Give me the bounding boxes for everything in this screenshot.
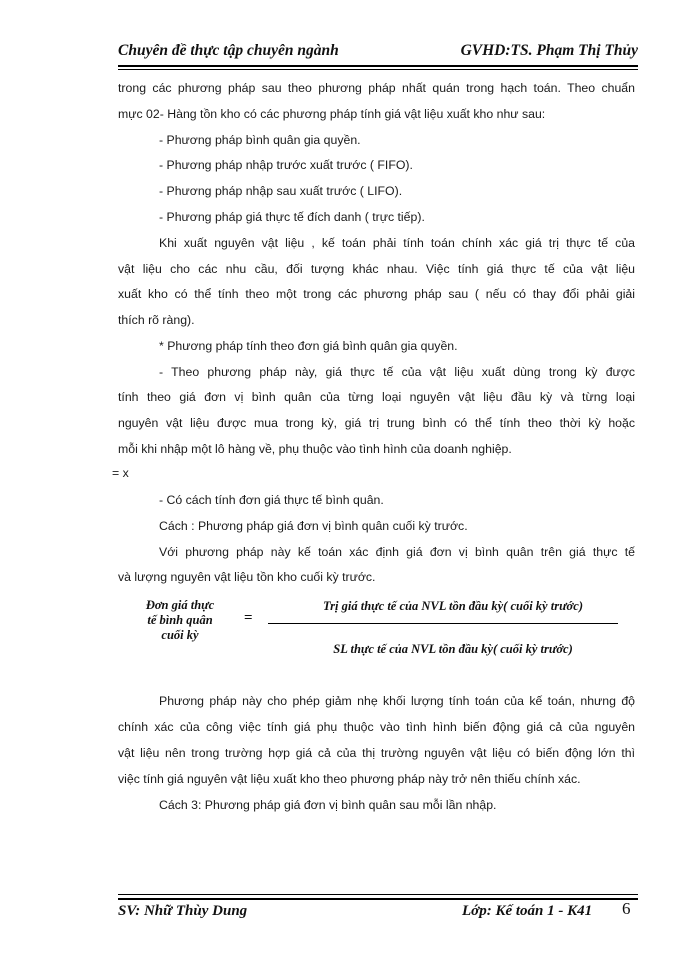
header-advisor: GVHD:TS. Phạm Thị Thủy — [460, 42, 638, 59]
body-line: và lượng nguyên vật liệu tồn kho cuối kỳ trước. — [118, 570, 376, 584]
formula-equals: = — [244, 610, 253, 626]
body-line: - Theo phương pháp này, giá thực tế của vật liệu xuất dùng trong kỳ được — [159, 365, 635, 379]
formula-fragment: = x — [112, 466, 129, 480]
body-line: nguyên vật liệu được mua trong kỳ, giá trị trung bình có thể tính theo thời kỳ hoặc — [118, 416, 635, 430]
body-line: mực 02- Hàng tồn kho có các phương pháp tính giá vật liệu xuất kho như sau: — [118, 107, 546, 121]
body-line: Với phương pháp này kế toán xác định giá đơn vị bình quân trên giá thực tế — [159, 545, 635, 559]
average-price-formula — [118, 596, 638, 666]
list-item: - Phương pháp bình quân gia quyền. — [159, 133, 361, 147]
body-line: trong các phương pháp sau theo phương pháp nhất quán trong hạch toán. Theo chuẩn — [118, 81, 635, 95]
body-line: Phương pháp này cho phép giảm nhẹ khối lượng tính toán của kế toán, nhưng độ — [159, 694, 635, 708]
body-line: mỗi khi nhập một lô hàng về, phụ thuộc vào tình hình của doanh nghiệp. — [118, 442, 512, 456]
body-line: Khi xuất nguyên vật liệu , kế toán phải tính toán chính xác giá trị thực tế của — [159, 236, 635, 250]
body-line: xuất kho có thể tính theo một trong các phương pháp sau ( nếu có thay đổi phải giải — [118, 287, 635, 301]
body-line: chính xác của công việc tính giá phụ thuộc vào tình hình biến động giá cả của nguyên — [118, 720, 635, 734]
formula-numerator: Trị giá thực tế của NVL tồn đầu kỳ( cuối kỳ trước) — [323, 599, 583, 613]
list-item: - Phương pháp giá thực tế đích danh ( trực tiếp). — [159, 210, 425, 224]
footer-class: Lớp: Kế toán 1 - K41 — [462, 903, 593, 919]
body-line: thích rõ ràng). — [118, 313, 195, 327]
body-line: Cách 3: Phương pháp giá đơn vị bình quân sau mỗi lần nhập. — [159, 798, 497, 812]
section-heading: * Phương pháp tính theo đơn giá bình quân gia quyền. — [159, 339, 458, 353]
header-rule-thin — [118, 69, 638, 70]
body-line: - Có cách tính đơn giá thực tế bình quân. — [159, 493, 384, 507]
page-number: 6 — [622, 899, 631, 918]
footer-student: SV: Nhữ Thùy Dung — [118, 903, 248, 919]
body-line: vật liệu nên trong trường hợp giá cả của thị trường nguyên vật liệu có biến động lớn thì — [118, 746, 635, 760]
body-line: việc tính giá nguyên vật liệu xuất kho theo phương pháp này trở nên thiếu chính xác. — [118, 772, 581, 786]
page-header — [118, 38, 638, 64]
body-line: tính theo giá đơn vị bình quân của từng loại nguyên vật liệu đầu kỳ và từng loại — [118, 390, 635, 404]
formula-denominator: SL thực tế của NVL tồn đầu kỳ( cuối kỳ trước) — [333, 642, 573, 656]
list-item: - Phương pháp nhập trước xuất trước ( FIFO). — [159, 158, 413, 172]
formula-lhs: Đơn giá thực tế bình quân cuối kỳ — [145, 598, 215, 642]
footer-rule-thin — [118, 894, 638, 895]
list-item: - Phương pháp nhập sau xuất trước ( LIFO). — [159, 184, 403, 198]
footer-rule — [118, 898, 638, 900]
header-rule — [118, 65, 638, 67]
header-title: Chuyên đề thực tập chuyên ngành — [118, 42, 339, 59]
fraction-bar — [268, 623, 618, 624]
body-line: Cách : Phương pháp giá đơn vị bình quân cuối kỳ trước. — [159, 519, 468, 533]
body-line: vật liệu cho các nhu cầu, đối tượng khác nhau. Việc tính giá thực tế của vật liệu — [118, 262, 635, 276]
